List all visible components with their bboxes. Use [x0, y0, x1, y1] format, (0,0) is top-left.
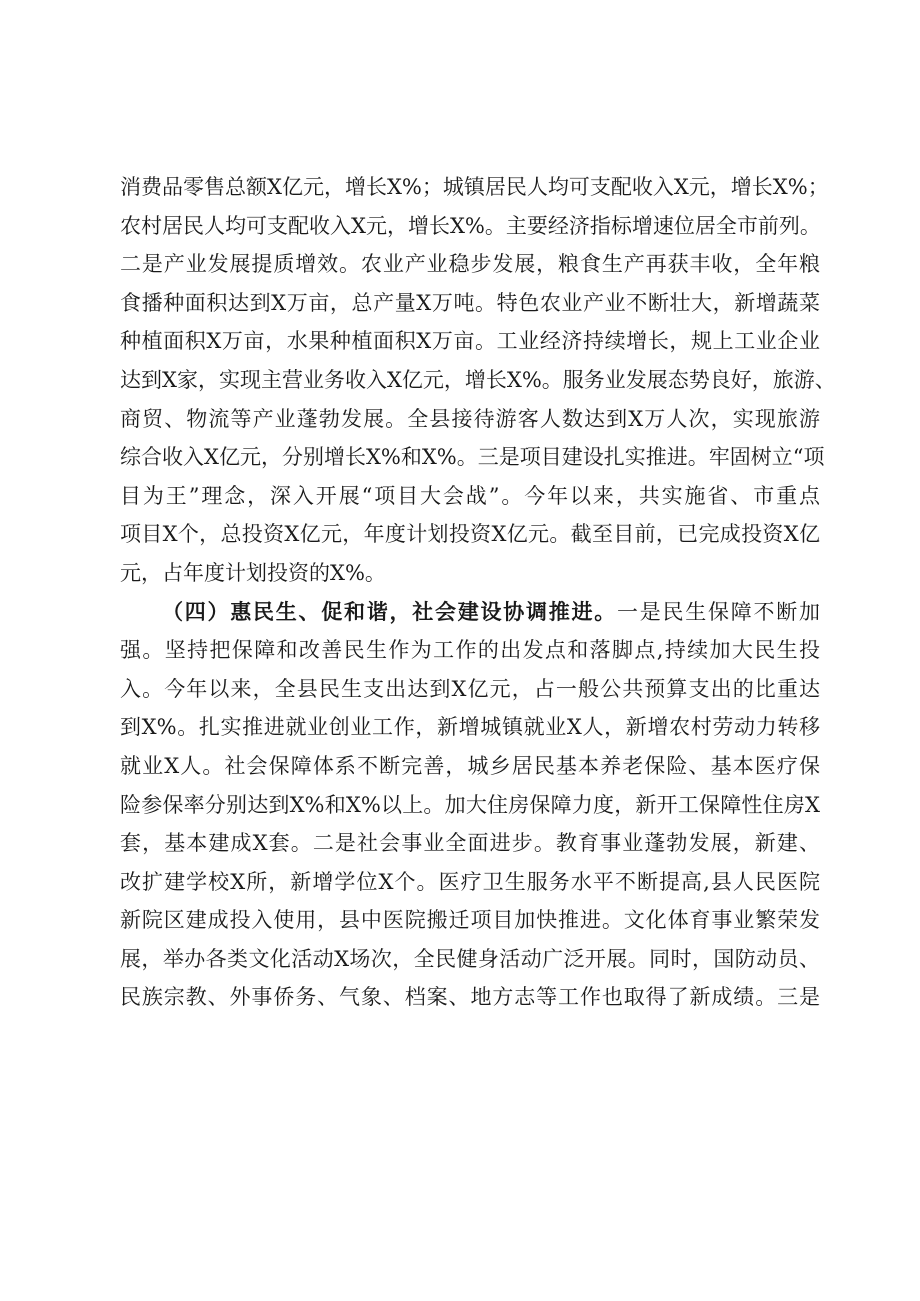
text-line: 二是产业发展提质增效。农业产业稳步发展，粮食生产再获丰收，全年粮 — [120, 252, 820, 277]
text-line: 项目X个，总投资X亿元，年度计划投资X亿元。截至目前，已完成投资X亿 — [120, 522, 820, 547]
text-line: 强。坚持把保障和改善民生作为工作的出发点和落脚点,持续加大民生投 — [120, 638, 820, 663]
text-line: 套，基本建成X套。二是社会事业全面进步。教育事业蓬勃发展，新建、 — [120, 831, 820, 856]
text-line: 消费品零售总额X亿元，增长X%；城镇居民人均可支配收入X元，增长X%； — [120, 175, 829, 199]
text-line: 入。今年以来，全县民生支出达到X亿元，占一般公共预算支出的比重达 — [120, 676, 820, 701]
text-line: 农村居民人均可支配收入X元，增长X%。主要经济指标增速位居全市前列。 — [120, 213, 821, 238]
heading-continuation: 一是民生保障不断加 — [617, 599, 820, 624]
text-line: 民族宗教、外事侨务、气象、档案、地方志等工作也取得了新成绩。三是 — [120, 985, 820, 1010]
text-line: 综合收入X亿元，分别增长X%和X%。三是项目建设扎实推进。牢固树立“项 — [120, 445, 825, 470]
paragraph-economy — [120, 168, 836, 593]
text-line: 目为王”理念，深入开展“项目大会战”。今年以来，共实施省、市重点 — [120, 483, 820, 508]
text-line: 就业X人。社会保障体系不断完善，城乡居民基本养老保险、基本医疗保 — [120, 753, 820, 778]
document-body — [120, 168, 836, 1017]
text-line: 新院区建成投入使用，县中医院搬迁项目加快推进。文化体育事业繁荣发 — [120, 908, 820, 933]
text-line: 改扩建学校X所，新增学位X个。医疗卫生服务水平不断提高,县人民医院 — [120, 869, 820, 894]
paragraph-first-line — [120, 593, 820, 632]
text-line: 展，举办各类文化活动X场次，全民健身活动广泛开展。同时，国防动员、 — [120, 946, 820, 971]
text-line: 食播种面积达到X万亩，总产量X万吨。特色农业产业不断壮大，新增蔬菜 — [120, 290, 820, 315]
text-line: 商贸、物流等产业蓬勃发展。全县接待游客人数达到X万人次，实现旅游 — [120, 406, 820, 431]
paragraph-livelihood — [120, 593, 820, 1018]
text-line: 到X%。扎实推进就业创业工作，新增城镇就业X人，新增农村劳动力转移 — [120, 715, 820, 740]
text-line: 达到X家，实现主营业务收入X亿元，增长X%。服务业发展态势良好，旅游、 — [120, 367, 836, 392]
text-line: 元，占年度计划投资的X%。 — [120, 560, 386, 585]
text-line: 种植面积X万亩，水果种植面积X万亩。工业经济持续增长，规上工业企业 — [120, 329, 820, 354]
text-line: 险参保率分别达到X%和X%以上。加大住房保障力度，新开工保障性住房X — [120, 792, 820, 817]
section-heading: （四）惠民生、促和谐，社会建设协调推进。 — [162, 598, 617, 624]
